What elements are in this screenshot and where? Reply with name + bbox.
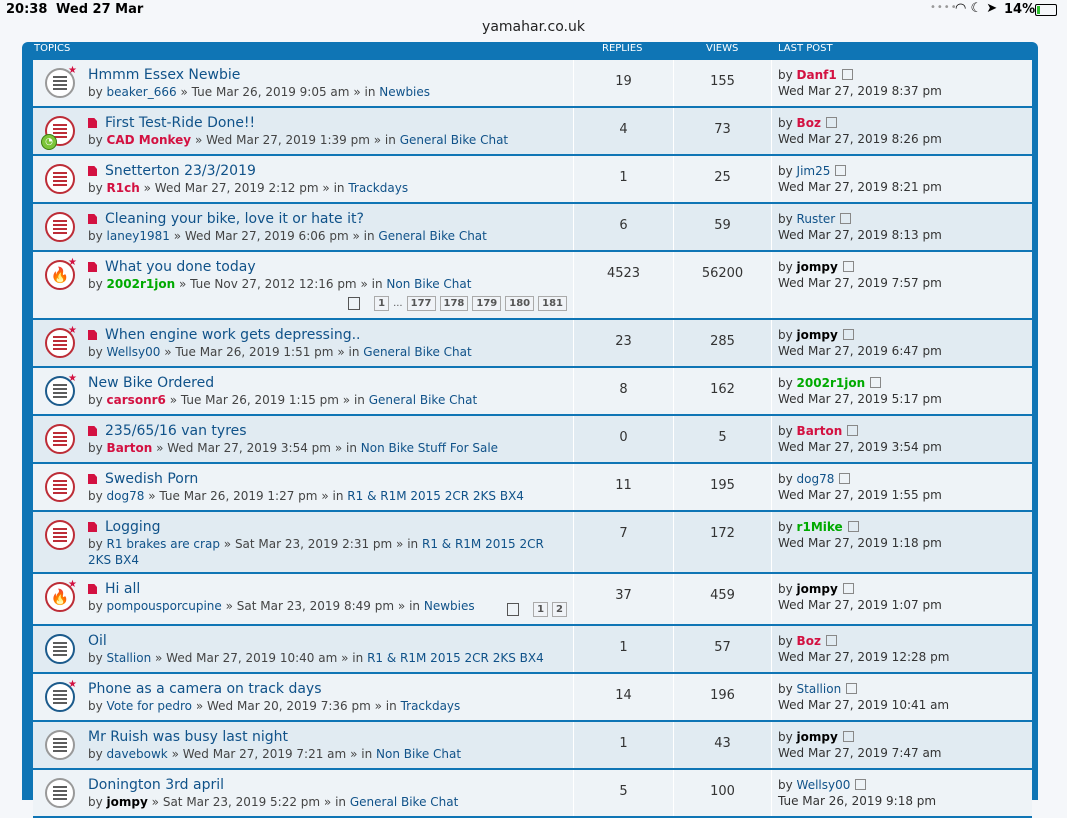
in-label: in <box>385 699 397 713</box>
views-count: 155 <box>674 60 772 106</box>
by-label: by <box>778 582 793 596</box>
last-post-author[interactable]: Wellsy00 <box>796 778 851 792</box>
page-link[interactable]: 180 <box>505 296 534 311</box>
by-label: by <box>88 489 103 503</box>
table-row <box>33 108 1032 156</box>
forum-link[interactable]: Trackdays <box>348 181 409 195</box>
battery-percent: 14% <box>1004 2 1036 17</box>
sep: » <box>148 489 156 503</box>
page-link[interactable]: 2 <box>552 602 567 617</box>
sep: » <box>341 651 349 665</box>
replies-count: 0 <box>574 416 674 462</box>
forum-link[interactable]: General Bike Chat <box>378 229 487 243</box>
sep: » <box>322 181 330 195</box>
last-post-date: Wed Mar 27, 2019 8:13 pm <box>778 228 942 242</box>
page-link[interactable]: 179 <box>472 296 501 311</box>
in-label: in <box>333 181 345 195</box>
status-bar <box>0 0 1067 20</box>
replies-count: 8 <box>574 368 674 414</box>
view-latest-post-icon[interactable] <box>855 779 866 790</box>
post-date: Wed Mar 27, 2019 10:40 am <box>166 651 338 665</box>
post-date: Wed Mar 27, 2019 3:54 pm <box>167 441 331 455</box>
table-row <box>33 204 1032 252</box>
page-link[interactable]: 1 <box>374 296 389 311</box>
last-post-author[interactable]: Stallion <box>796 682 842 696</box>
view-latest-post-icon[interactable] <box>870 377 881 388</box>
views-count: 459 <box>674 574 772 624</box>
topic-hot-icon: 🔥 ★ <box>45 260 75 290</box>
table-row <box>33 512 1032 574</box>
replies-count: 1 <box>574 156 674 202</box>
last-post-date: Wed Mar 27, 2019 3:54 pm <box>778 440 942 454</box>
author-link[interactable]: Barton <box>106 441 153 455</box>
table-row <box>33 156 1032 204</box>
last-post-date: Wed Mar 27, 2019 8:37 pm <box>778 84 942 98</box>
by-label: by <box>88 229 103 243</box>
new-post-icon[interactable] <box>88 262 97 272</box>
last-post-date: Wed Mar 27, 2019 6:47 pm <box>778 344 942 358</box>
forum-link[interactable]: R1 & R1M 2015 2CR 2KS BX4 <box>88 537 544 567</box>
view-latest-post-icon[interactable] <box>846 683 857 694</box>
post-date: Sat Mar 23, 2019 5:22 pm <box>162 795 321 809</box>
sep: » <box>353 85 361 99</box>
forum-link[interactable]: R1 & R1M 2015 2CR 2KS BX4 <box>347 489 524 503</box>
topic-title[interactable] <box>88 211 573 228</box>
in-label: in <box>363 229 375 243</box>
post-date: Wed Mar 20, 2019 7:36 pm <box>207 699 371 713</box>
topic-unread-icon <box>45 212 75 242</box>
by-label: by <box>88 393 103 407</box>
topic-read-icon <box>45 778 75 808</box>
wifi-icon: ◠ ☾ ➤ <box>955 1 998 16</box>
by-label: by <box>88 133 103 147</box>
in-label: in <box>384 133 396 147</box>
by-label: by <box>778 376 793 390</box>
topic-unread-star-icon: ★ <box>45 328 75 358</box>
pages-icon <box>507 603 519 616</box>
view-latest-post-icon[interactable] <box>835 165 846 176</box>
view-latest-post-icon[interactable] <box>839 473 850 484</box>
topic-title[interactable]: Donington 3rd april <box>88 777 225 793</box>
last-post-date: Wed Mar 27, 2019 7:47 am <box>778 746 942 760</box>
post-date: Tue Mar 26, 2019 1:27 pm <box>159 489 318 503</box>
post-date: Wed Mar 27, 2019 6:06 pm <box>184 229 349 243</box>
sep: » <box>180 85 188 99</box>
post-date: Sat Mar 23, 2019 2:31 pm <box>234 537 393 551</box>
replies-count: 11 <box>574 464 674 510</box>
last-post-author[interactable]: Jim25 <box>796 164 831 178</box>
sep: » <box>194 133 203 147</box>
author-link[interactable]: R1ch <box>106 181 140 195</box>
author-link[interactable]: beaker_666 <box>106 85 177 99</box>
topic-title[interactable] <box>88 471 573 488</box>
new-post-icon[interactable] <box>88 118 97 128</box>
pages-icon <box>348 297 360 310</box>
sep: » <box>360 277 368 291</box>
topic-title-text: Snetterton 23/3/2019 <box>105 163 256 179</box>
in-label: in <box>352 651 364 665</box>
replies-count: 4 <box>574 108 674 154</box>
author-link[interactable]: carsonr6 <box>106 393 166 407</box>
in-label: in <box>361 747 373 761</box>
table-row <box>33 464 1032 512</box>
battery-icon <box>1035 4 1057 16</box>
col-replies: REPLIES <box>602 43 643 54</box>
in-label: in <box>407 537 419 551</box>
last-post-date: Tue Mar 26, 2019 9:18 pm <box>778 794 937 808</box>
replies-count: 1 <box>574 722 674 768</box>
table-row <box>33 60 1032 108</box>
sep: » <box>342 393 351 407</box>
post-date: Wed Mar 27, 2019 1:39 pm <box>206 133 370 147</box>
topic-hot-icon: 🔥 ★ <box>45 582 75 612</box>
url-bar[interactable]: yamahar.co.uk <box>482 19 585 35</box>
topic-title-text: 235/65/16 van tyres <box>105 423 247 439</box>
topic-title[interactable] <box>88 327 573 344</box>
last-post-date: Wed Mar 27, 2019 12:28 pm <box>778 650 950 664</box>
last-post-date: Wed Mar 27, 2019 5:17 pm <box>778 392 942 406</box>
by-label: by <box>778 520 793 534</box>
new-post-icon[interactable] <box>88 214 97 224</box>
in-label: in <box>409 599 421 613</box>
view-latest-post-icon[interactable] <box>843 329 854 340</box>
page-link[interactable]: 1 <box>533 602 548 617</box>
new-post-icon[interactable] <box>88 584 97 594</box>
by-label: by <box>88 747 103 761</box>
by-label: by <box>778 778 793 792</box>
in-label: in <box>353 393 365 407</box>
topic-title[interactable]: Oil <box>88 633 107 649</box>
author-link[interactable]: jompy <box>106 795 148 809</box>
sep: » <box>225 599 233 613</box>
new-post-icon[interactable] <box>88 166 97 176</box>
forum-link[interactable]: Newbies <box>379 85 431 99</box>
topic-read-icon <box>45 730 75 760</box>
topic-title[interactable] <box>88 423 573 440</box>
column-header <box>22 42 1038 60</box>
status-time: 20:38 <box>6 2 48 17</box>
author-link[interactable]: 2002r1jon <box>106 277 176 291</box>
view-latest-post-icon[interactable] <box>843 583 854 594</box>
author-link[interactable]: dog78 <box>106 489 145 503</box>
topic-title[interactable]: Hmmm Essex Newbie <box>88 67 241 83</box>
by-label: by <box>88 85 103 99</box>
new-post-icon[interactable] <box>88 522 97 532</box>
view-latest-post-icon[interactable] <box>826 635 837 646</box>
by-label: by <box>778 328 793 342</box>
sep: » <box>350 747 358 761</box>
topic-title-text: Swedish Porn <box>105 471 199 487</box>
table-row <box>33 770 1032 818</box>
post-date: Tue Mar 26, 2019 9:05 am <box>191 85 350 99</box>
views-count: 195 <box>674 464 772 510</box>
replies-count: 14 <box>574 674 674 720</box>
pagination <box>348 296 567 311</box>
last-post-date: Wed Mar 27, 2019 10:41 am <box>778 698 950 712</box>
topic-unread-hot-icon: ◔ <box>45 116 75 146</box>
by-label: by <box>88 441 103 455</box>
sep: » <box>178 277 187 291</box>
multitasking-dots-icon: •••• <box>930 2 958 13</box>
last-post-author[interactable]: jompy <box>796 582 838 596</box>
views-count: 25 <box>674 156 772 202</box>
sep: » <box>164 345 172 359</box>
replies-count: 23 <box>574 320 674 366</box>
topic-unread-icon <box>45 520 75 550</box>
views-count: 59 <box>674 204 772 250</box>
author-link[interactable]: CAD Monkey <box>106 133 192 147</box>
topic-read-star-icon: ★ <box>45 376 75 406</box>
post-date: Tue Nov 27, 2012 12:16 pm <box>190 277 357 291</box>
sep: » <box>373 133 382 147</box>
last-post-date: Wed Mar 27, 2019 1:55 pm <box>778 488 942 502</box>
replies-count: 1 <box>574 626 674 672</box>
topic-read-star-icon: ★ <box>45 68 75 98</box>
view-latest-post-icon[interactable] <box>840 213 851 224</box>
sep: » <box>374 699 382 713</box>
sep: » <box>155 651 163 665</box>
forum-link[interactable]: Non Bike Chat <box>386 277 472 291</box>
by-label: by <box>88 345 103 359</box>
views-count: 73 <box>674 108 772 154</box>
views-count: 5 <box>674 416 772 462</box>
replies-count: 19 <box>574 60 674 106</box>
topic-title[interactable] <box>88 519 563 536</box>
sep: » <box>323 795 332 809</box>
new-post-icon[interactable] <box>88 330 97 340</box>
author-link[interactable]: laney1981 <box>106 229 170 243</box>
sep: » <box>151 795 159 809</box>
last-post-author[interactable]: Boz <box>796 116 821 130</box>
col-topics: TOPICS <box>34 43 71 54</box>
table-row <box>33 626 1032 674</box>
topic-title[interactable]: Phone as a camera on track days <box>88 681 322 697</box>
page-link[interactable]: 177 <box>407 296 436 311</box>
forum-link[interactable]: General Bike Chat <box>363 345 472 359</box>
forum-link[interactable]: Non Bike Chat <box>376 747 462 761</box>
last-post-author[interactable]: jompy <box>796 730 838 744</box>
topic-title[interactable]: New Bike Ordered <box>88 375 215 391</box>
author-link[interactable]: Wellsy00 <box>106 345 161 359</box>
table-row <box>33 722 1032 770</box>
in-label: in <box>332 489 344 503</box>
status-date: Wed 27 Mar <box>56 2 144 17</box>
topic-title[interactable] <box>88 163 573 180</box>
last-post-author[interactable]: dog78 <box>796 472 835 486</box>
by-label: by <box>88 699 103 713</box>
topic-title-text: Cleaning your bike, love it or hate it? <box>105 211 364 227</box>
last-post-author[interactable]: Danf1 <box>796 68 837 82</box>
by-label: by <box>778 260 793 274</box>
by-label: by <box>778 424 793 438</box>
by-label: by <box>778 212 793 226</box>
sep: » <box>397 599 406 613</box>
forum-link[interactable]: General Bike Chat <box>349 795 459 809</box>
author-link[interactable]: R1 brakes are crap <box>106 537 220 551</box>
table-row <box>33 252 1032 320</box>
col-views: VIEWS <box>706 43 739 54</box>
view-latest-post-icon[interactable] <box>847 425 858 436</box>
by-label: by <box>88 599 103 613</box>
topic-title-text: Logging <box>105 519 161 535</box>
topic-unread-icon <box>45 424 75 454</box>
topic-title-text: First Test-Ride Done!! <box>105 115 256 131</box>
new-post-icon[interactable] <box>88 426 97 436</box>
replies-count: 4523 <box>574 252 674 318</box>
topic-title-text: When engine work gets depressing.. <box>105 327 361 343</box>
forum-link[interactable]: Trackdays <box>400 699 461 713</box>
post-date: Wed Mar 27, 2019 2:12 pm <box>154 181 319 195</box>
topic-unread-icon <box>45 472 75 502</box>
forum-link[interactable]: R1 & R1M 2015 2CR 2KS BX4 <box>367 651 544 665</box>
views-count: 196 <box>674 674 772 720</box>
views-count: 57 <box>674 626 772 672</box>
in-label: in <box>348 345 360 359</box>
views-count: 100 <box>674 770 772 816</box>
page-link[interactable]: 181 <box>538 296 567 311</box>
view-latest-post-icon[interactable] <box>826 117 837 128</box>
topic-title[interactable]: Mr Ruish was busy last night <box>88 729 289 745</box>
author-link[interactable]: Stallion <box>106 651 152 665</box>
in-label: in <box>335 795 347 809</box>
by-label: by <box>778 68 793 82</box>
topic-read-star-icon: ★ <box>45 682 75 712</box>
by-label: by <box>88 537 103 551</box>
last-post-date: Wed Mar 27, 2019 1:07 pm <box>778 598 942 612</box>
topic-title[interactable] <box>88 115 573 132</box>
topic-title-text: What you done today <box>105 259 256 275</box>
sep: » <box>223 537 232 551</box>
table-row <box>33 674 1032 722</box>
forum-link[interactable]: Non Bike Stuff For Sale <box>360 441 499 455</box>
last-post-author[interactable]: jompy <box>796 328 838 342</box>
replies-count: 7 <box>574 512 674 572</box>
forum-link[interactable]: General Bike Chat <box>399 133 509 147</box>
by-label: by <box>778 164 793 178</box>
sep: » <box>337 345 345 359</box>
by-label: by <box>88 277 103 291</box>
post-date: Tue Mar 26, 2019 1:15 pm <box>180 393 339 407</box>
post-date: Sat Mar 23, 2019 8:49 pm <box>236 599 395 613</box>
last-post-author[interactable]: Barton <box>796 424 843 438</box>
by-label: by <box>88 181 103 195</box>
views-count: 172 <box>674 512 772 572</box>
topic-read-icon <box>45 634 75 664</box>
by-label: by <box>778 472 793 486</box>
last-post-author[interactable]: jompy <box>796 260 838 274</box>
sep: » <box>173 229 182 243</box>
table-row <box>33 416 1032 464</box>
topic-title[interactable] <box>88 259 573 276</box>
sep: » <box>334 441 343 455</box>
post-date: Wed Mar 27, 2019 7:21 am <box>182 747 347 761</box>
topic-unread-icon <box>45 164 75 194</box>
last-post-date: Wed Mar 27, 2019 7:57 pm <box>778 276 942 290</box>
sep: » <box>396 537 404 551</box>
views-count: 56200 <box>674 252 772 318</box>
by-label: by <box>88 795 103 809</box>
by-label: by <box>778 116 793 130</box>
view-latest-post-icon[interactable] <box>842 69 853 80</box>
replies-count: 6 <box>574 204 674 250</box>
sep: » <box>143 181 151 195</box>
by-label: by <box>88 651 103 665</box>
last-post-author[interactable]: Boz <box>796 634 821 648</box>
table-row <box>33 368 1032 416</box>
last-post-date: Wed Mar 27, 2019 8:21 pm <box>778 180 942 194</box>
pagination <box>507 602 567 617</box>
in-label: in <box>371 277 383 291</box>
topic-title[interactable] <box>88 581 573 598</box>
col-last-post: LAST POST <box>778 43 833 54</box>
topic-title-text: Hi all <box>105 581 141 597</box>
in-label: in <box>346 441 357 455</box>
table-row <box>33 320 1032 368</box>
forum-link[interactable]: Newbies <box>423 599 475 613</box>
replies-count: 37 <box>574 574 674 624</box>
page-link[interactable]: 178 <box>440 296 469 311</box>
sep: » <box>156 441 164 455</box>
view-latest-post-icon[interactable] <box>848 521 859 532</box>
sep: » <box>171 747 179 761</box>
post-date: Tue Mar 26, 2019 1:51 pm <box>175 345 334 359</box>
table-row <box>33 574 1032 626</box>
view-latest-post-icon[interactable] <box>843 731 854 742</box>
last-post-date: Wed Mar 27, 2019 8:26 pm <box>778 132 942 146</box>
sep: » <box>195 699 204 713</box>
last-post-author[interactable]: 2002r1jon <box>796 376 866 390</box>
replies-count: 5 <box>574 770 674 816</box>
sep: » <box>352 229 360 243</box>
views-count: 43 <box>674 722 772 768</box>
in-label: in <box>364 85 376 99</box>
new-post-icon[interactable] <box>88 474 97 484</box>
page-ellipsis: ... <box>393 298 403 309</box>
views-count: 285 <box>674 320 772 366</box>
last-post-author[interactable]: Ruster <box>796 212 836 226</box>
forum-link[interactable]: General Bike Chat <box>368 393 478 407</box>
author-link[interactable]: davebowk <box>106 747 168 761</box>
by-label: by <box>778 682 793 696</box>
view-latest-post-icon[interactable] <box>843 261 854 272</box>
by-label: by <box>778 730 793 744</box>
sep: » <box>321 489 329 503</box>
by-label: by <box>778 634 793 648</box>
topic-list <box>33 60 1032 818</box>
sep: » <box>169 393 178 407</box>
author-link[interactable]: Vote for pedro <box>106 699 193 713</box>
last-post-date: Wed Mar 27, 2019 1:18 pm <box>778 536 942 550</box>
last-post-author[interactable]: r1Mike <box>796 520 843 534</box>
author-link[interactable]: pompousporcupine <box>106 599 222 613</box>
views-count: 162 <box>674 368 772 414</box>
